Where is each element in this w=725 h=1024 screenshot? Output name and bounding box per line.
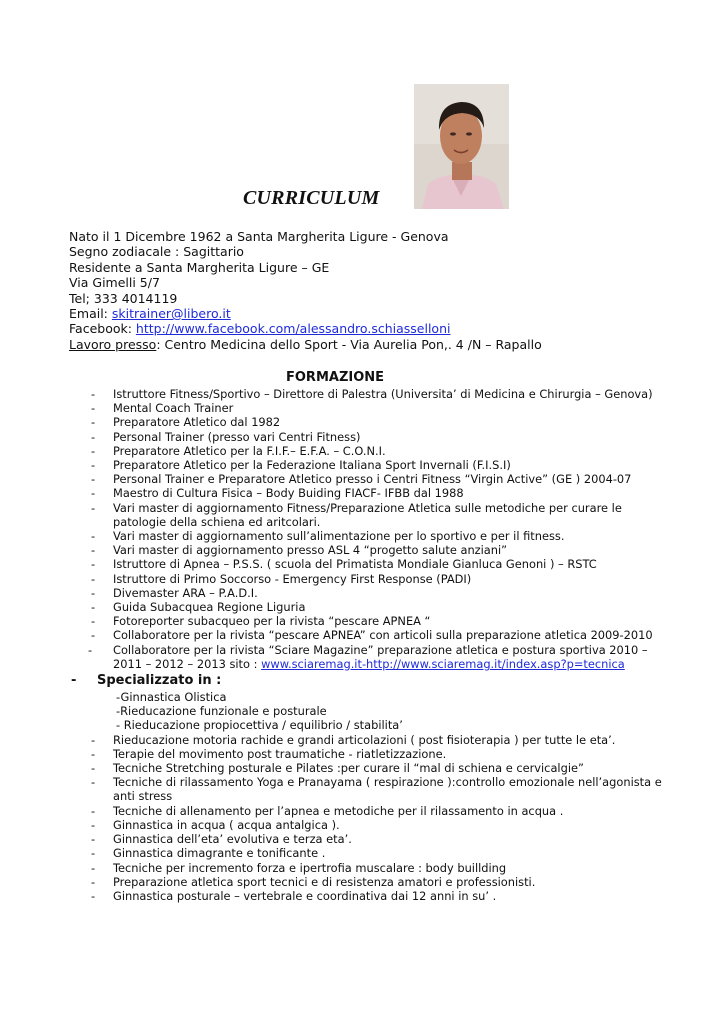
specializzato-item-text: Rieducazione motoria rachide e grandi articolazioni ( post fisioterapia ) per tutte le eta’. [113, 732, 616, 747]
facebook-link[interactable]: http://www.facebook.com/alessandro.schiasselloni [135, 321, 451, 337]
formazione-item-text: Fotoreporter subacqueo per la rivista “pescare APNEA “ [113, 614, 431, 629]
formazione-item-text: Personal Trainer e Preparatore Atletico presso i Centri Fitness “Virgin Active” (GE ) 2004-07 [113, 472, 632, 487]
zodiac-line: Segno zodiacale : Sagittario [69, 244, 244, 260]
formazione-item-text: Vari master di aggiornamento sull’alimentazione per lo sportivo e per il fitness. [113, 529, 565, 544]
email-label: Email: [69, 306, 112, 322]
residence-line: Residente a Santa Margherita Ligure – GE [69, 259, 330, 275]
formazione-item-text: Vari master di aggiornamento Fitness/Preparazione Atletica sulle metodiche per curare le patologie della schiena ed aritcolari. [113, 500, 622, 529]
facebook-label: Facebook: [69, 321, 136, 337]
formazione-item: - Vari master di aggiornamento presso ASL 4 “progetto salute anziani” [91, 543, 508, 558]
specializzato-item: - Ginnastica in acqua ( acqua antalgica ). [91, 817, 340, 832]
page-title: CURRICULUM [243, 187, 380, 209]
formazione-item: - Personal Trainer (presso vari Centri Fitness) [91, 429, 361, 444]
specializzato-list [0, 733, 725, 903]
formazione-item-text: Personal Trainer (presso vari Centri Fitness) [113, 429, 361, 444]
formazione-item-text: Istruttore di Apnea – P.S.S. ( scuola del Primatista Mondiale Gianluca Genoni ) – RSTC [113, 557, 597, 572]
specializzato-item: - Tecniche di rilassamento Yoga e Pranayama ( respirazione ):controllo emozionale nell’agonista e anti stress [91, 775, 662, 804]
specializzato-item-text: Terapie del movimento post traumatiche - riatletizzazione. [113, 746, 447, 761]
email-link[interactable]: skitrainer@libero.it [111, 306, 231, 322]
work-text: : Centro Medicina dello Sport - Via Aurelia Pon,. 4 /N – Rapallo [156, 336, 542, 352]
specializzato-item: - Tecniche per incremento forza e ipertrofia muscalare : body buillding [91, 860, 507, 875]
specializzato-item: - Ginnastica posturale – vertebrale e coordinativa dai 12 anni in su’ . [91, 888, 497, 903]
specializzato-item: - Ginnastica dell’eta’ evolutiva e terza eta’. [91, 832, 352, 847]
formazione-heading: FORMAZIONE [286, 370, 385, 385]
facebook-line [69, 321, 709, 336]
specializzato-heading: - Specializzato in : [71, 673, 222, 689]
formazione-item: - Istruttore Fitness/Sportivo – Direttore di Palestra (Universita’ di Medicina e Chirurgia – Genova) [91, 387, 653, 401]
formazione-item-text: Preparatore Atletico per la F.I.F.– E.F.A. – C.O.N.I. [113, 443, 386, 458]
work-label: Lavoro presso [69, 336, 157, 352]
profile-photo [414, 84, 509, 209]
formazione-item: - Fotoreporter subacqueo per la rivista “pescare APNEA “ [91, 614, 431, 629]
formazione-item: - Preparatore Atletico per la F.I.F.– E.F.A. – C.O.N.I. [91, 443, 386, 458]
specializzato-sub-item: - Rieducazione propiocettiva / equilibrio / stabilita’ [116, 718, 403, 733]
specializzato-item: - Tecniche di allenamento per l’apnea e metodiche per il rilassamento in acqua . [91, 803, 564, 818]
formazione-item-text: Divemaster ARA – P.A.D.I. [113, 585, 258, 600]
specializzato-item-text: Ginnastica in acqua ( acqua antalgica ). [113, 817, 340, 832]
specializzato-item: - Ginnastica dimagrante e tonificante . [91, 846, 326, 861]
cv-list [0, 387, 725, 903]
formazione-item-text: Vari master di aggiornamento presso ASL 4 “progetto salute anziani” [113, 543, 508, 558]
specializzato-label: Specializzato in : [97, 673, 222, 689]
work-line [69, 337, 709, 352]
formazione-item: - Mental Coach Trainer [91, 401, 234, 416]
formazione-item-text: Collaboratore per la rivista “pescare APNEA” con articoli sulla preparazione atletica 2009-2010 [113, 628, 653, 643]
sciare-link[interactable]: www.sciaremag.it-http://www.sciaremag.it/index.asp?p=tecnica [261, 656, 625, 671]
specializzato-item: - Tecniche Stretching posturale e Pilates :per curare il “mal di schiena e cervicalgie” [91, 761, 584, 776]
specializzato-item: - Preparazione atletica sport tecnici e di resistenza amatori e professionisti. [91, 874, 536, 889]
formazione-item: - Preparatore Atletico per la Federazione Italiana Sport Invernali (F.I.S.I) [91, 458, 511, 473]
list-item-sciare: - Collaboratore per la rivista “Sciare Magazine” preparazione atletica e postura sportiva 2010 – 2011 – 2012 – 2013 sito : www.sciaremag.it-http://www.sciaremag.it/index.asp?p=tecnica [88, 642, 648, 671]
specializzato-sub-item: -Ginnastica Olistica [116, 690, 227, 705]
formazione-item: - Personal Trainer e Preparatore Atletico presso i Centri Fitness “Virgin Active” (GE ) 2004-07 [91, 472, 632, 487]
formazione-item-text: Guida Subacquea Regione Liguria [113, 600, 306, 615]
specializzato-item-text: Tecniche Stretching posturale e Pilates :per curare il “mal di schiena e cervicalgie” [113, 761, 584, 776]
formazione-item: - Vari master di aggiornamento Fitness/Preparazione Atletica sulle metodiche per curare le patologie della schiena ed aritcolari. [91, 500, 622, 529]
formazione-item-text: Istruttore di Primo Soccorso - Emergency First Response (PADI) [113, 571, 472, 586]
phone-line: Tel; 333 4014119 [69, 290, 178, 306]
specializzato-item-text: Ginnastica dimagrante e tonificante . [113, 846, 326, 861]
specializzato-item-text: Ginnastica posturale – vertebrale e coordinativa dai 12 anni in su’ . [113, 888, 497, 903]
formazione-item: - Guida Subacquea Regione Liguria [91, 600, 306, 615]
personal-info [69, 229, 709, 352]
formazione-item: - Istruttore di Apnea – P.S.S. ( scuola del Primatista Mondiale Gianluca Genoni ) – RSTC [91, 557, 597, 572]
formazione-item: - Collaboratore per la rivista “pescare APNEA” con articoli sulla preparazione atletica 2009-2010 [91, 628, 653, 643]
specializzato-item: - Terapie del movimento post traumatiche - riatletizzazione. [91, 746, 447, 761]
specializzato-item-text: Ginnastica dell’eta’ evolutiva e terza eta’. [113, 832, 352, 847]
formazione-item-text: Maestro di Cultura Fisica – Body Buiding FIACF- IFBB dal 1988 [113, 486, 464, 501]
email-line [69, 306, 709, 321]
formazione-item: - Divemaster ARA – P.A.D.I. [91, 585, 258, 600]
specializzato-sub-item: -Rieducazione funzionale e posturale [116, 704, 327, 719]
formazione-item: - Istruttore di Primo Soccorso - Emergency First Response (PADI) [91, 571, 472, 586]
address-line: Via Gimelli 5/7 [69, 275, 160, 291]
formazione-item-text: Istruttore Fitness/Sportivo – Direttore di Palestra (Universita’ di Medicina e Chirurgia – Genova) [113, 387, 653, 401]
specializzato-item-text: Tecniche di rilassamento Yoga e Pranayama ( respirazione ):controllo emozionale nell’agonista e anti stress [113, 775, 662, 804]
portrait-image [414, 84, 509, 209]
specializzato-item-text: Tecniche per incremento forza e ipertrofia muscalare : body buillding [113, 860, 507, 875]
formazione-item: - Maestro di Cultura Fisica – Body Buiding FIACF- IFBB dal 1988 [91, 486, 464, 501]
formazione-item: - Preparatore Atletico dal 1982 [91, 415, 281, 430]
specializzato-item: - Rieducazione motoria rachide e grandi articolazioni ( post fisioterapia ) per tutte le eta’. [91, 732, 616, 747]
formazione-item-text: Preparatore Atletico per la Federazione Italiana Sport Invernali (F.I.S.I) [113, 458, 511, 473]
formazione-list [0, 387, 725, 643]
birth-line: Nato il 1 Dicembre 1962 a Santa Margherita Ligure - Genova [69, 229, 449, 244]
specializzato-item-text: Tecniche di allenamento per l’apnea e metodiche per il rilassamento in acqua . [113, 803, 564, 818]
formazione-item-text: Preparatore Atletico dal 1982 [113, 415, 281, 430]
formazione-item: - Vari master di aggiornamento sull’alimentazione per lo sportivo e per il fitness. [91, 529, 565, 544]
specializzato-item-text: Preparazione atletica sport tecnici e di resistenza amatori e professionisti. [113, 874, 536, 889]
sciare-text: Collaboratore per la rivista “Sciare Magazine” preparazione atletica e postura sportiva 2010 – 2011 – 2012 – 2013 sito : [113, 642, 648, 671]
specializzato-sub-list [0, 690, 725, 733]
formazione-item-text: Mental Coach Trainer [113, 401, 234, 416]
